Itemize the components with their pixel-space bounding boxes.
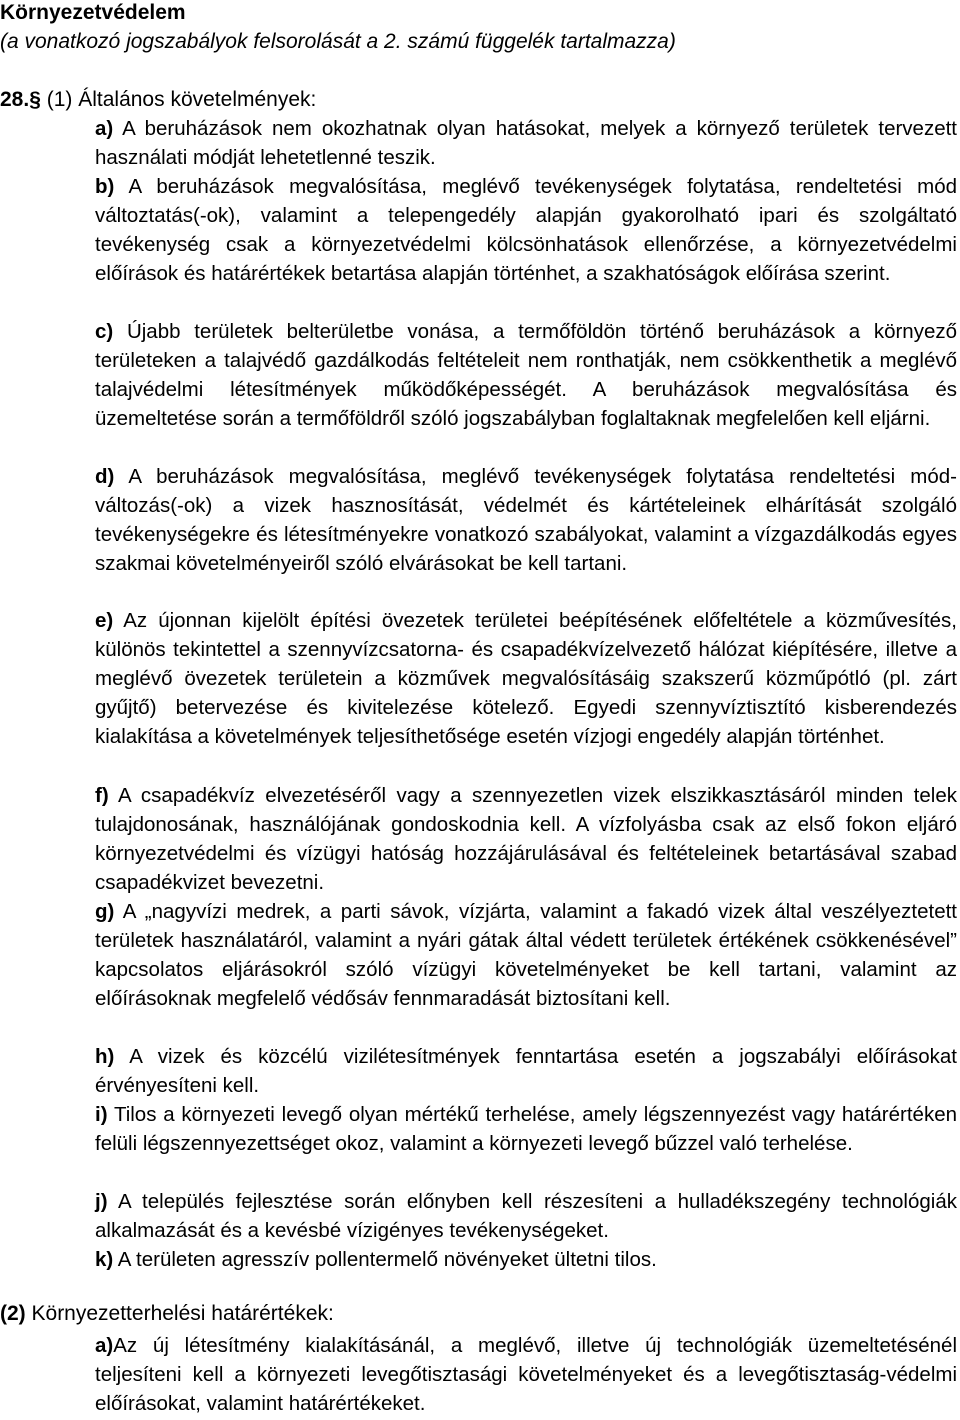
item-g <box>95 897 957 1013</box>
item-d <box>95 462 957 578</box>
item-b <box>95 172 957 288</box>
item-f <box>95 781 957 897</box>
item-label: g) <box>95 900 115 923</box>
section-heading-text: (1) Általános követelmények: <box>40 88 317 111</box>
section-number: (2) <box>0 1302 26 1325</box>
item-text: A beruházások nem okozhatnak olyan hatásokat, melyek a környező területek tervezett használati módját lehetetlenné teszik. <box>95 117 957 169</box>
item-text: Az új létesítmény kialakításánál, a meglévő, illetve új technológiák üzemeltetésénél teljesíteni kell a környezeti levegőtisztasági követelményeket és a levegőtisztaság-védelmi előírásokat, valamint határértékeket. <box>95 1334 957 1415</box>
item-j <box>95 1187 957 1245</box>
item-label: c) <box>95 320 114 343</box>
item-a <box>95 114 957 172</box>
item-label: a) <box>95 1334 114 1357</box>
item-text: A beruházások megvalósítása, meglévő tevékenységek folytatása rendeltetési mód-változás(-ok) a vizek hasznosítását, védelmét és kártételeinek elhárítását szolgáló tevékenységekre és létesítményekre vonatkozó szabályokat, valamint a vízgazdálkodás egyes szakmai követelményeiről szóló elvárásokat be kell tartani. <box>95 465 957 575</box>
item-label: f) <box>95 784 109 807</box>
item-label: e) <box>95 609 114 632</box>
section-2-heading <box>0 1301 334 1327</box>
item-label: k) <box>95 1248 114 1271</box>
page-subtitle: (a vonatkozó jogszabályok felsorolását a 2. számú függelék tartalmazza) <box>0 30 676 53</box>
page-title: Környezetvédelem <box>0 1 186 24</box>
item-text: A vizek és közcélú vizilétesítmények fenntartása esetén a jogszabályi előírásokat érvényesíteni kell. <box>95 1045 957 1097</box>
item-c <box>95 317 957 433</box>
item-label: b) <box>95 175 115 198</box>
item-h <box>95 1042 957 1100</box>
item-text: Tilos a környezeti levegő olyan mértékű terhelése, amely légszennyezést vagy határértéken felüli légszennyezettséget okoz, valamint a környezeti levegő bűzzel való terhelése. <box>95 1103 957 1155</box>
item-text: A területen agresszív pollentermelő növényeket ültetni tilos. <box>113 1248 657 1271</box>
item-2a <box>95 1331 957 1418</box>
item-label: j) <box>95 1190 108 1213</box>
item-label: d) <box>95 465 115 488</box>
item-text: A csapadékvíz elvezetéséről vagy a szennyezetlen vizek elszikkasztásáról minden telek tulajdonosának, használójának gondoskodnia kell. A vízfolyásba csak az első fokon eljáró környezetvédelmi és vízügyi hatóság hozzájárulásával és feltételeinek betartásával szabad csapadékvizet bevezetni. <box>95 784 957 894</box>
item-text: A beruházások megvalósítása, meglévő tevékenységek folytatása, rendeltetési mód változtatás(-ok), valamint a telepengedély alapján gyakorolható ipari és szolgáltató tevékenység csak a környezetvédelmi kölcsönhatások ellenőrzése, a környezetvédelmi előírások és határértékek betartása alapján történhet, a szakhatóságok előírása szerint. <box>95 175 957 285</box>
paragraph-sign: § <box>29 88 41 111</box>
item-label: i) <box>95 1103 108 1126</box>
section-28-heading <box>0 87 316 113</box>
item-label: h) <box>95 1045 115 1068</box>
item-e <box>95 606 957 751</box>
item-label: a) <box>95 117 114 140</box>
item-k <box>95 1245 957 1274</box>
item-text: Az újonnan kijelölt építési övezetek területei beépítésének előfeltétele a közművesítés, különös tekintettel a szennyvízcsatorna- és csapadékvízelvezető hálózat kiépítésére, illetve a meglévő övezetek területein a közművek megvalósításáig szakszerű közműpótló (pl. zárt gyűjtő) betervezése és kivitelezése kötelező. Egyedi szennyvíztisztító kisberendezés kialakítása a követelmények teljesíthetősége esetén vízjogi engedély alapján történhet. <box>95 609 957 748</box>
item-text: Újabb területek belterületbe vonása, a termőföldön történő beruházások a környező területeken a talajvédő gazdálkodás feltételeit nem ronthatják, nem csökkenthetik a meglévő talajvédelmi létesítmények működőképességét. A beruházások megvalósítása és üzemeltetése során a termőföldről szóló jogszabályban foglaltaknak megfelelően kell eljárni. <box>95 320 957 430</box>
item-text: A „nagyvízi medrek, a parti sávok, vízjárta, valamint a fakadó vizek által veszélyeztetett területek használatáról, valamint a nyári gátak által védett területek értékének csökkenésével” kapcsolatos eljárásokról szóló vízügyi követelményeket be kell tartani, valamint az előírásoknak megfelelő védősáv fennmaradását biztosítani kell. <box>95 900 957 1010</box>
item-text: A település fejlesztése során előnyben kell részesíteni a hulladékszegény technológiák alkalmazását és a kevésbé vízigényes tevékenységeket. <box>95 1190 957 1242</box>
item-i <box>95 1100 957 1158</box>
section-heading-text: Környezetterhelési határértékek: <box>25 1302 334 1325</box>
section-number: 28. <box>0 88 30 111</box>
